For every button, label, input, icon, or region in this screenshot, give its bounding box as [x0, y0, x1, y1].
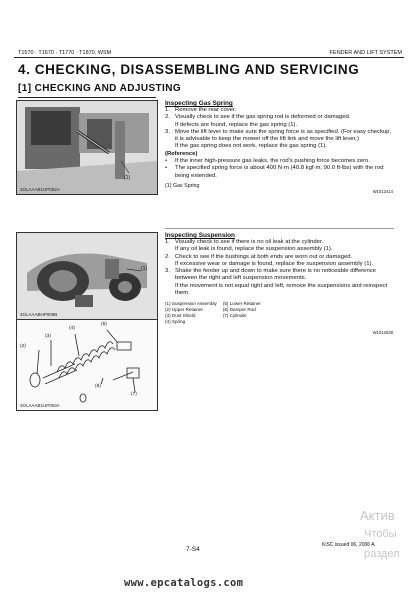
legend-row: (4) Spring [165, 319, 186, 325]
section-rule [18, 97, 156, 98]
suspension-assembly-label: 3GLAAAB1UP003A [20, 403, 60, 408]
reference-item: • The specified spring force is about 400 N·m (40.8 kgf·m, 90.0 ft-lbs) with the rod being extended. [165, 165, 384, 179]
watermark-line: раздел [364, 548, 400, 560]
suspension-heading: Inspecting Suspension [165, 232, 235, 239]
legend-row: (2) Upper Retainer (6) Damper Rod [165, 307, 256, 313]
suspension-photo-callout: (1) [141, 266, 148, 272]
gas-spring-callout: (1) [124, 175, 131, 181]
watermark-line: Чтобы [364, 528, 397, 540]
callout-5: (5) [101, 322, 107, 327]
callout-7: (7) [131, 392, 137, 397]
callout-2: (2) [20, 344, 26, 349]
suspension-assembly-figure [16, 319, 158, 411]
gas-spring-heading: Inspecting Gas Spring [165, 100, 233, 107]
callout-3: (3) [45, 334, 51, 339]
gas-spring-step: 1. Remove the rear cover. [165, 107, 237, 113]
callout-4: (4) [69, 326, 75, 331]
gas-spring-code: W1012414 [372, 188, 393, 194]
gas-spring-step: 2. Visually check to see if the gas spring rod is deformed or damaged. If defects are found, replace the gas spring (1). [165, 114, 351, 128]
header-system: FENDER AND LIFT SYSTEM [329, 50, 402, 56]
suspension-legend [165, 301, 267, 325]
gas-spring-caption: (1) Gas Spring [165, 182, 200, 189]
mower-illustration [17, 233, 157, 319]
legend-row: (3) Dust Shield (7) Cylinder [165, 313, 247, 319]
gas-spring-figure [16, 100, 158, 195]
page-number: 7-S4 [186, 546, 200, 553]
gas-spring-step: 3. Move the lift lever to make sure the spring force is as specified. (For easy checkup, it is advisable to keep the mower off the lift link and move the lift lever.) If the gas spring does not work, replace the gas spring (1). [165, 128, 392, 150]
reference-item: • If the inner high-pressure gas leaks, the rod's pushing force becomes zero. [165, 158, 370, 165]
gas-spring-section [165, 100, 393, 194]
watermark-line: Актив [360, 508, 395, 523]
legend-row: (1) Suspension Assembly (5) Lower Retainer [165, 301, 261, 307]
section-divider [165, 228, 394, 229]
callout-6: (6) [95, 384, 101, 389]
suspension-step: 3. Shake the fender up and down to make sure there is no noticeable difference between the right and left suspension movements. If the movement is not equal right and left, remove the suspensions and reinspect them. [165, 268, 388, 297]
chapter-title: 4. CHECKING, DISASSEMBLING AND SERVICING [18, 62, 360, 77]
suspension-photo-label: 3GLAAABHP009B [20, 312, 58, 317]
reference-label: (Reference) [165, 150, 198, 157]
suspension-photo-figure [16, 232, 158, 320]
issue-date: KiSC issued 06, 2006 A [322, 542, 375, 548]
gas-spring-steps [165, 107, 393, 151]
suspension-section [165, 232, 393, 335]
suspension-step: 2. Check to see if the bushings at both ends are worn out or damaged. If excessive wear or damage is found, replace the suspension assembly (1). [165, 253, 374, 267]
gas-spring-illustration [17, 101, 157, 194]
site-link[interactable]: www.epcatalogs.com [124, 577, 244, 589]
header-rule [14, 57, 404, 58]
suspension-steps [165, 239, 393, 297]
suspension-step: 1. Visually check to see if there is no oil leak at the cylinder. If any oil leak is found, replace the suspension assembly (1). [165, 239, 333, 253]
gas-spring-figure-label: 3GLAAAB1UP002A [20, 187, 60, 192]
suspension-code: W1012548 [372, 330, 393, 336]
section-title: [1] CHECKING AND ADJUSTING [18, 83, 181, 94]
reference-list [165, 158, 393, 180]
header-models: T1570 · T1670 · T1770 · T1870, WSM [18, 50, 112, 56]
